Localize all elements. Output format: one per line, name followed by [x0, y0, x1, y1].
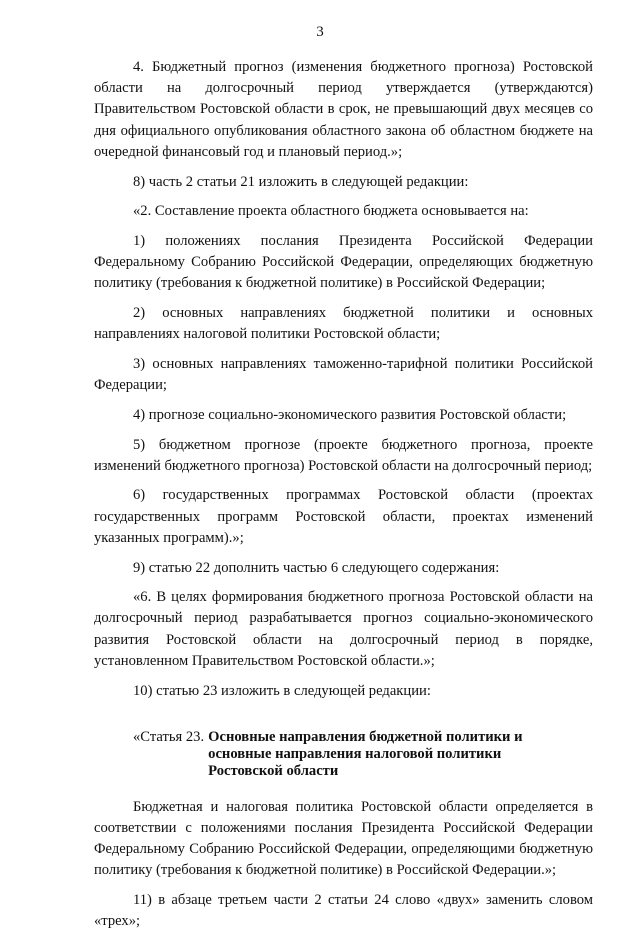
paragraph-item-3: 3) основных направлениях таможенно-тарифной политики Российской Федерации;: [94, 355, 593, 394]
paragraph-item-5: 5) бюджетном прогнозе (проекте бюджетного прогноза, проекте изменений бюджетного прогноза) Ростовской области на долгосрочный период;: [94, 436, 593, 474]
article-heading: [94, 729, 593, 780]
paragraph-budget-draft-basis: «2. Составление проекта областного бюджета основывается на:: [133, 203, 529, 220]
paragraph-item-4: 4) прогнозе социально-экономического развития Ростовской области;: [133, 406, 567, 423]
page-number: 3: [316, 24, 324, 40]
paragraph-amend-article-22: 9) статью 22 дополнить частью 6 следующего содержания:: [133, 559, 500, 576]
paragraph-amend-article-24: 11) в абзаце третьем части 2 статьи 24 слово «двух» заменить словом «трех»;: [94, 892, 593, 930]
paragraph-budget-forecast-approval: 4. Бюджетный прогноз (изменения бюджетного прогноза) Ростовской области на долгосрочный период утверждается (утверждаются) Правительством Ростовской области в срок, не превышающий двух месяцев со дня официального опубликования областного закона об областном бюджете на очередной финансовый год и плановый период.»;: [94, 59, 593, 160]
paragraph-item-6: 6) государственных программах Ростовской области (проектах государственных программ Ростовской области, проектах изменений указанных программ).»;: [94, 487, 593, 546]
paragraph-item-1: 1) положениях послания Президента Российской Федерации Федеральному Собранию Российской Федерации, определяющих бюджетную политику (требования к бюджетной политике) в Российской Федерации;: [94, 232, 593, 292]
article-title-line: основные направления налоговой политики: [208, 745, 502, 762]
document-body: [94, 57, 593, 941]
article-number: «Статья 23.: [133, 728, 205, 745]
paragraph-article-23-body: Бюджетная и налоговая политика Ростовской области определяется в соответствии с положениями послания Президента Российской Федерации Федеральному Собранию Российской Федерации, определяющими бюджетную политику (требования к бюджетной политике) в Российской Федерации.»;: [94, 798, 593, 879]
paragraph-amend-article-21: 8) часть 2 статьи 21 изложить в следующей редакции:: [133, 173, 469, 190]
paragraph-amend-article-23: 10) статью 23 изложить в следующей редакции:: [133, 682, 431, 699]
paragraph-item-2: 2) основных направлениях бюджетной политики и основных направлениях налоговой политики Ростовской области;: [94, 305, 593, 343]
paragraph-part-6-text: «6. В целях формирования бюджетного прогноза Ростовской области на долгосрочный период разрабатывается прогноз социально-экономического развития Ростовской области на долгосрочный период в порядке, установленном Правительством Ростовской области.»;: [94, 589, 593, 669]
article-title: [204, 729, 522, 780]
article-title-line: Ростовской области: [208, 762, 339, 779]
article-title-line: Основные направления бюджетной политики и: [208, 728, 523, 745]
